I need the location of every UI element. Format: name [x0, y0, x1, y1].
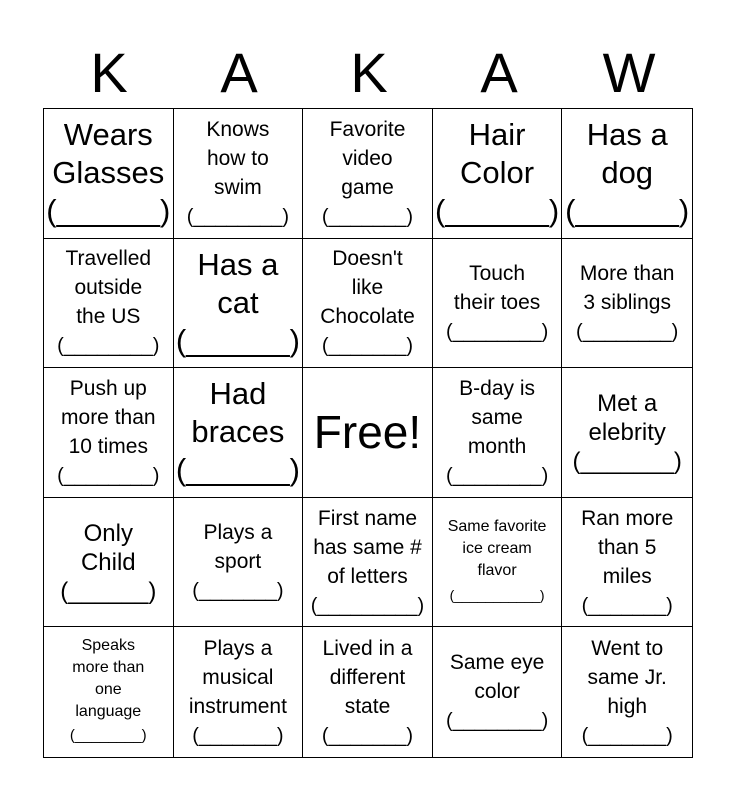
cell-prompt: Speaks more than one language [72, 637, 145, 721]
cell-name-blank: (______) [60, 577, 157, 605]
cell-name-blank: (_______) [192, 724, 284, 747]
cell-prompt: Travelled outside the US [65, 247, 152, 329]
bingo-cell[interactable] [174, 368, 304, 498]
bingo-cell[interactable] [562, 109, 692, 239]
cell-prompt: Hair Color [460, 117, 535, 191]
cell-prompt: Ran more than 5 miles [581, 506, 674, 588]
bingo-header [44, 40, 694, 106]
free-space-label: Free! [313, 406, 422, 459]
cell-prompt: Doesn't like Chocolate [320, 247, 415, 329]
cell-name-blank: (______) [46, 193, 171, 229]
cell-name-blank: (______) [565, 193, 690, 229]
cell-prompt: Touch their toes [453, 261, 541, 314]
cell-prompt: Only Child [80, 519, 136, 576]
bingo-cell[interactable] [303, 239, 433, 369]
cell-name-blank: (________) [445, 710, 549, 733]
bingo-board [43, 108, 693, 758]
cell-name-blank: (______) [175, 452, 300, 488]
bingo-cell[interactable] [562, 239, 692, 369]
cell-name-blank: (_______) [321, 205, 414, 228]
cell-name-blank: (_______) [321, 335, 414, 358]
cell-name-blank: (___________) [449, 587, 545, 604]
cell-prompt: Had braces [191, 376, 285, 450]
header-letter-2: A [220, 41, 258, 104]
cell-prompt: B-day is same month [459, 376, 536, 458]
bingo-cell[interactable] [303, 627, 433, 757]
cell-prompt: Plays a sport [203, 521, 273, 574]
bingo-cell[interactable] [44, 627, 174, 757]
bingo-cell[interactable] [433, 368, 563, 498]
cell-name-blank: (________) [57, 464, 160, 487]
free-space-cell[interactable] [303, 368, 433, 498]
cell-prompt: More than 3 siblings [579, 261, 675, 314]
bingo-cell[interactable] [174, 239, 304, 369]
cell-prompt: Met a elebrity [588, 389, 666, 446]
cell-prompt: Knows how to swim [206, 117, 270, 199]
cell-name-blank: (________) [576, 320, 679, 343]
bingo-cell[interactable] [303, 498, 433, 628]
cell-prompt: Went to same Jr. high [587, 636, 667, 718]
cell-name-blank: (_______) [581, 724, 673, 747]
cell-prompt: Lived in a different state [322, 636, 413, 718]
cell-prompt: First name has same # of letters [313, 506, 422, 588]
cell-name-blank: (________) [186, 205, 290, 228]
bingo-cell[interactable] [433, 498, 563, 628]
cell-prompt: Wears Glasses [52, 117, 165, 191]
bingo-cell[interactable] [44, 498, 174, 628]
bingo-cell[interactable] [433, 239, 563, 369]
header-letter-4: A [480, 41, 518, 104]
bingo-cell[interactable] [433, 109, 563, 239]
cell-prompt: Push up more than 10 times [61, 376, 156, 458]
cell-name-blank: (________) [445, 320, 549, 343]
bingo-cell[interactable] [174, 109, 304, 239]
cell-name-blank: (_______) [192, 580, 284, 603]
bingo-cell[interactable] [174, 627, 304, 757]
bingo-cell[interactable] [44, 109, 174, 239]
bingo-cell[interactable] [562, 498, 692, 628]
bingo-cell[interactable] [433, 627, 563, 757]
bingo-cell[interactable] [44, 239, 174, 369]
cell-name-blank: (________) [69, 727, 147, 745]
bingo-cell[interactable] [562, 368, 692, 498]
cell-name-blank: (______) [175, 322, 300, 358]
cell-prompt: Same eye color [449, 651, 545, 704]
bingo-cell[interactable] [303, 109, 433, 239]
cell-name-blank: (________) [57, 335, 160, 358]
header-letter-1: K [90, 41, 128, 104]
cell-prompt: Has a cat [197, 246, 279, 320]
bingo-cell[interactable] [174, 498, 304, 628]
bingo-cell[interactable] [562, 627, 692, 757]
bingo-cell[interactable] [44, 368, 174, 498]
cell-prompt: Favorite video game [329, 117, 406, 199]
cell-name-blank: (_______) [321, 724, 414, 747]
cell-prompt: Has a dog [586, 117, 668, 191]
cell-name-blank: (_________) [310, 594, 425, 617]
header-letter-3: K [350, 41, 388, 104]
cell-name-blank: (______) [435, 193, 560, 229]
cell-prompt: Same favorite ice cream flavor [447, 518, 547, 580]
header-letter-5: W [602, 41, 656, 104]
cell-name-blank: (_______) [581, 594, 673, 617]
cell-name-blank: (_______) [572, 447, 682, 475]
cell-prompt: Plays a musical instrument [188, 636, 287, 718]
cell-name-blank: (________) [445, 464, 549, 487]
